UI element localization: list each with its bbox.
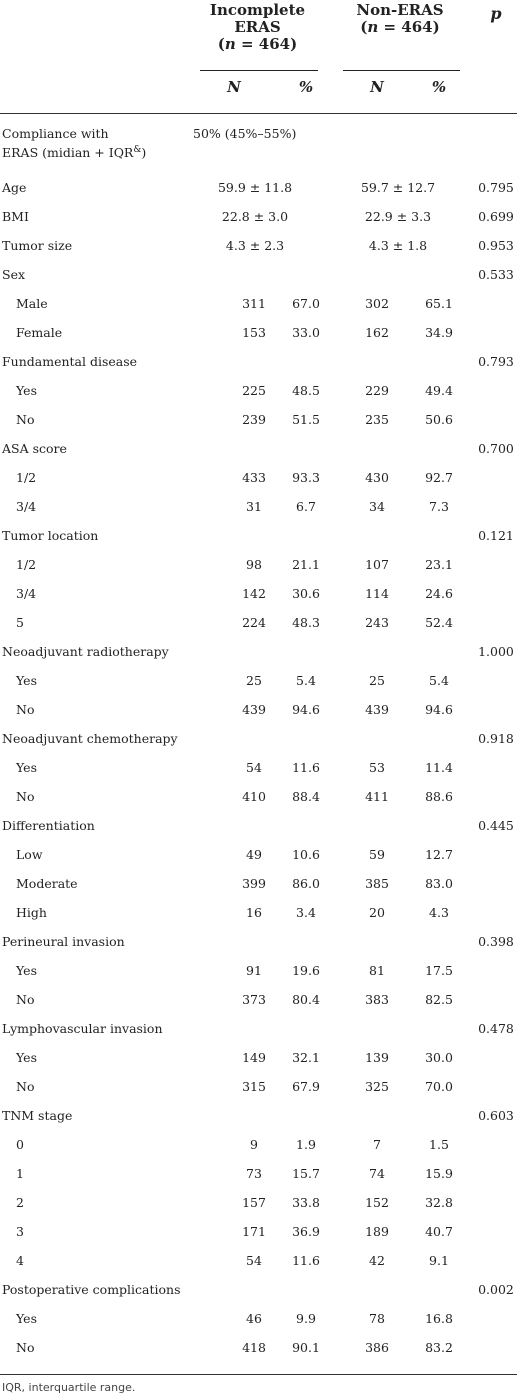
header-underline-non-eras [343, 70, 460, 71]
header-incomplete-line1: Incomplete [209, 1, 306, 19]
non-eras-pct: 40.7 [425, 1224, 453, 1239]
p-value: 0.953 [478, 238, 514, 253]
non-eras-n: 139 [365, 1050, 389, 1065]
p-value: 0.445 [478, 818, 514, 833]
incomplete-eras-pct: 94.6 [292, 702, 320, 717]
non-eras-n: 235 [365, 412, 389, 427]
non-eras-n: 386 [365, 1340, 389, 1355]
subcategory-label: No [16, 412, 35, 427]
incomplete-eras-n: 225 [242, 383, 266, 398]
non-eras-n: 81 [369, 963, 385, 978]
non-eras-n: 383 [365, 992, 389, 1007]
p-value: 0.795 [478, 180, 514, 195]
p-value: 1.000 [478, 644, 514, 659]
subcategory-label: Yes [16, 963, 37, 978]
p-value: 0.793 [478, 354, 514, 369]
non-eras-n: 59 [369, 847, 385, 862]
table-row [0, 985, 517, 1014]
table-row [0, 173, 517, 202]
table-row [0, 376, 517, 405]
non-eras-n: 78 [369, 1311, 385, 1326]
category-label: Tumor location [2, 528, 99, 543]
incomplete-eras-n: 311 [242, 296, 266, 311]
row-label: Age [2, 180, 27, 195]
p-value: 0.121 [478, 528, 514, 543]
non-eras-pct: 12.7 [425, 847, 453, 862]
incomplete-eras-n: 418 [242, 1340, 266, 1355]
non-eras-n: 74 [369, 1166, 385, 1181]
subheader-pct-non-eras: % [431, 78, 447, 96]
non-eras-pct: 23.1 [425, 557, 453, 572]
compliance-footnote-mark: & [133, 145, 142, 155]
incomplete-eras-pct: 48.3 [292, 615, 320, 630]
table-row [0, 956, 517, 985]
incomplete-eras-n: 410 [242, 789, 266, 804]
non-eras-n: 107 [365, 557, 389, 572]
incomplete-eras-n: 16 [246, 905, 262, 920]
incomplete-eras-n: 153 [242, 325, 266, 340]
non-eras-n: 25 [369, 673, 385, 688]
table-row [0, 840, 517, 869]
table-row [0, 1217, 517, 1246]
incomplete-eras-pct: 9.9 [296, 1311, 316, 1326]
incomplete-eras-n: 239 [242, 412, 266, 427]
subcategory-label: 3/4 [16, 586, 37, 601]
non-eras-n: 229 [365, 383, 389, 398]
category-label: Differentiation [2, 818, 95, 833]
incomplete-eras-n: 157 [242, 1195, 266, 1210]
incomplete-eras-n: 399 [242, 876, 266, 891]
n-symbol: n [224, 35, 236, 53]
table-row [0, 202, 517, 231]
subcategory-label: No [16, 992, 35, 1007]
incomplete-eras-pct: 21.1 [292, 557, 320, 572]
subcategory-label: Yes [16, 673, 37, 688]
table-row [0, 289, 517, 318]
subcategory-label: 3/4 [16, 499, 37, 514]
non-eras-pct: 7.3 [429, 499, 449, 514]
header-incomplete-eras [195, 2, 320, 53]
non-eras-n: 42 [369, 1253, 385, 1268]
p-value: 0.603 [478, 1108, 514, 1123]
incomplete-eras-n: 439 [242, 702, 266, 717]
category-label: Postoperative complications [2, 1282, 181, 1297]
category-label: Perineural invasion [2, 934, 125, 949]
header-incomplete-line2: ERAS [234, 18, 281, 36]
non-eras-n: 34 [369, 499, 385, 514]
subheader-n-non-eras: N [370, 78, 384, 96]
table-row [0, 318, 517, 347]
subcategory-label: 3 [16, 1224, 24, 1239]
category-row [0, 724, 517, 753]
header-incomplete-n: (n = 464) [217, 35, 298, 53]
non-eras-n: 411 [365, 789, 389, 804]
non-eras-pct: 30.0 [425, 1050, 453, 1065]
incomplete-eras-n: 315 [242, 1079, 266, 1094]
incomplete-eras-n: 91 [246, 963, 262, 978]
incomplete-eras-n: 54 [246, 760, 262, 775]
non-eras-value: 4.3 ± 1.8 [368, 238, 428, 253]
incomplete-eras-n: 54 [246, 1253, 262, 1268]
non-eras-pct: 1.5 [429, 1137, 449, 1152]
incomplete-eras-pct: 80.4 [292, 992, 320, 1007]
non-eras-pct: 52.4 [425, 615, 453, 630]
category-row [0, 637, 517, 666]
incomplete-eras-n: 373 [242, 992, 266, 1007]
non-eras-n: 53 [369, 760, 385, 775]
category-label: Neoadjuvant chemotherapy [2, 731, 178, 746]
incomplete-eras-pct: 51.5 [292, 412, 320, 427]
header-non-eras-line1: Non-ERAS [356, 1, 444, 19]
table-row [0, 666, 517, 695]
non-eras-pct: 50.6 [425, 412, 453, 427]
non-eras-n: 152 [365, 1195, 389, 1210]
non-eras-pct: 11.4 [425, 760, 453, 775]
bottom-rule [0, 1374, 517, 1375]
category-label: Sex [2, 267, 26, 282]
non-eras-n: 439 [365, 702, 389, 717]
non-eras-n: 114 [365, 586, 389, 601]
subcategory-label: 2 [16, 1195, 24, 1210]
incomplete-eras-pct: 32.1 [292, 1050, 320, 1065]
incomplete-eras-pct: 90.1 [292, 1340, 320, 1355]
table-row [0, 782, 517, 811]
category-label: ASA score [2, 441, 67, 456]
subcategory-label: Male [16, 296, 48, 311]
header-rule [0, 113, 517, 114]
category-label: Neoadjuvant radiotherapy [2, 644, 169, 659]
incomplete-eras-pct: 36.9 [292, 1224, 320, 1239]
p-value: 0.700 [478, 441, 514, 456]
subcategory-label: No [16, 789, 35, 804]
incomplete-eras-n: 73 [246, 1166, 262, 1181]
table-row [0, 753, 517, 782]
category-row [0, 1101, 517, 1130]
compliance-row [0, 122, 517, 172]
non-eras-n: 243 [365, 615, 389, 630]
incomplete-eras-pct: 11.6 [292, 760, 320, 775]
p-value: 0.918 [478, 731, 514, 746]
incomplete-eras-pct: 86.0 [292, 876, 320, 891]
n-value: = 464) [235, 35, 298, 53]
subcategory-label: 1/2 [16, 470, 37, 485]
non-eras-pct: 16.8 [425, 1311, 453, 1326]
non-eras-pct: 15.9 [425, 1166, 453, 1181]
non-eras-n: 162 [365, 325, 389, 340]
non-eras-n: 189 [365, 1224, 389, 1239]
non-eras-pct: 94.6 [425, 702, 453, 717]
incomplete-eras-pct: 67.9 [292, 1079, 320, 1094]
non-eras-n: 302 [365, 296, 389, 311]
subcategory-label: 4 [16, 1253, 24, 1268]
subheader-n-incomplete: N [227, 78, 241, 96]
non-eras-pct: 49.4 [425, 383, 453, 398]
category-row [0, 521, 517, 550]
table-row [0, 869, 517, 898]
subcategory-label: Yes [16, 383, 37, 398]
subcategory-label: Yes [16, 1311, 37, 1326]
non-eras-pct: 24.6 [425, 586, 453, 601]
subcategory-label: Yes [16, 1050, 37, 1065]
incomplete-eras-n: 49 [246, 847, 262, 862]
footnote: IQR, interquartile range. [2, 1381, 136, 1394]
n-value: = 464) [378, 18, 440, 36]
non-eras-pct: 9.1 [429, 1253, 449, 1268]
incomplete-eras-n: 433 [242, 470, 266, 485]
table-row [0, 1043, 517, 1072]
non-eras-pct: 17.5 [425, 963, 453, 978]
non-eras-pct: 5.4 [429, 673, 449, 688]
compliance-label [2, 126, 146, 161]
category-label: Fundamental disease [2, 354, 138, 369]
p-value: 0.478 [478, 1021, 514, 1036]
non-eras-pct: 82.5 [425, 992, 453, 1007]
non-eras-pct: 34.9 [425, 325, 453, 340]
row-label: Tumor size [2, 238, 73, 253]
incomplete-eras-value: 22.8 ± 3.0 [221, 209, 289, 224]
non-eras-pct: 92.7 [425, 470, 453, 485]
non-eras-pct: 32.8 [425, 1195, 453, 1210]
category-row [0, 927, 517, 956]
table-row [0, 405, 517, 434]
incomplete-eras-value: 59.9 ± 11.8 [217, 180, 293, 195]
compliance-label-line1: Compliance with [2, 126, 109, 141]
subcategory-label: 0 [16, 1137, 24, 1152]
compliance-value: 50% (45%–55%) [193, 126, 297, 141]
category-label: Lymphovascular invasion [2, 1021, 163, 1036]
incomplete-eras-n: 142 [242, 586, 266, 601]
subcategory-label: Low [16, 847, 43, 862]
category-row [0, 1014, 517, 1043]
table-row [0, 492, 517, 521]
incomplete-eras-n: 25 [246, 673, 262, 688]
p-value: 0.002 [478, 1282, 514, 1297]
non-eras-pct: 83.0 [425, 876, 453, 891]
compliance-label-line2-end: ) [141, 145, 147, 161]
header-underline-incomplete [200, 70, 318, 71]
subcategory-label: High [16, 905, 47, 920]
table-row [0, 898, 517, 927]
incomplete-eras-n: 98 [246, 557, 262, 572]
subheader-pct-incomplete: % [298, 78, 314, 96]
table-row [0, 231, 517, 260]
n-symbol: n [367, 18, 379, 36]
incomplete-eras-pct: 48.5 [292, 383, 320, 398]
non-eras-pct: 88.6 [425, 789, 453, 804]
category-label: TNM stage [2, 1108, 73, 1123]
incomplete-eras-n: 46 [246, 1311, 262, 1326]
category-row [0, 1275, 517, 1304]
table-row [0, 550, 517, 579]
table-row [0, 1333, 517, 1362]
non-eras-value: 22.9 ± 3.3 [364, 209, 432, 224]
subcategory-label: No [16, 1340, 35, 1355]
non-eras-value: 59.7 ± 12.7 [360, 180, 436, 195]
subcategory-label: 1/2 [16, 557, 37, 572]
incomplete-eras-pct: 10.6 [292, 847, 320, 862]
p-value: 0.533 [478, 267, 514, 282]
non-eras-pct: 4.3 [429, 905, 449, 920]
category-row [0, 347, 517, 376]
incomplete-eras-n: 224 [242, 615, 266, 630]
non-eras-pct: 70.0 [425, 1079, 453, 1094]
category-row [0, 260, 517, 289]
table-row [0, 695, 517, 724]
incomplete-eras-n: 9 [250, 1137, 258, 1152]
subcategory-label: Moderate [16, 876, 78, 891]
table-row [0, 579, 517, 608]
category-row [0, 434, 517, 463]
subcategory-label: No [16, 702, 35, 717]
incomplete-eras-pct: 6.7 [296, 499, 316, 514]
p-value: 0.699 [478, 209, 514, 224]
compliance-label-line2: ERAS (midian + IQR [2, 145, 134, 161]
table-row [0, 463, 517, 492]
incomplete-eras-pct: 33.0 [292, 325, 320, 340]
incomplete-eras-pct: 93.3 [292, 470, 320, 485]
non-eras-n: 385 [365, 876, 389, 891]
incomplete-eras-pct: 67.0 [292, 296, 320, 311]
incomplete-eras-pct: 3.4 [296, 905, 316, 920]
table-row [0, 1072, 517, 1101]
table-row [0, 608, 517, 637]
subcategory-label: No [16, 1079, 35, 1094]
incomplete-eras-pct: 1.9 [296, 1137, 316, 1152]
incomplete-eras-pct: 11.6 [292, 1253, 320, 1268]
header-non-eras [340, 2, 460, 36]
incomplete-eras-n: 31 [246, 499, 262, 514]
non-eras-pct: 83.2 [425, 1340, 453, 1355]
incomplete-eras-pct: 88.4 [292, 789, 320, 804]
table-row [0, 1130, 517, 1159]
category-row [0, 811, 517, 840]
header-non-eras-n: (n = 464) [360, 18, 440, 36]
non-eras-n: 7 [373, 1137, 381, 1152]
incomplete-eras-pct: 15.7 [292, 1166, 320, 1181]
subcategory-label: Yes [16, 760, 37, 775]
incomplete-eras-pct: 30.6 [292, 586, 320, 601]
subcategory-label: 1 [16, 1166, 24, 1181]
non-eras-n: 20 [369, 905, 385, 920]
non-eras-n: 430 [365, 470, 389, 485]
incomplete-eras-pct: 33.8 [292, 1195, 320, 1210]
incomplete-eras-value: 4.3 ± 2.3 [225, 238, 285, 253]
incomplete-eras-pct: 5.4 [296, 673, 316, 688]
non-eras-n: 325 [365, 1079, 389, 1094]
table-row [0, 1304, 517, 1333]
non-eras-pct: 65.1 [425, 296, 453, 311]
header-p-value: p [490, 4, 502, 23]
subcategory-label: Female [16, 325, 63, 340]
table-row [0, 1188, 517, 1217]
p-value: 0.398 [478, 934, 514, 949]
table-row [0, 1246, 517, 1275]
incomplete-eras-n: 171 [242, 1224, 266, 1239]
incomplete-eras-pct: 19.6 [292, 963, 320, 978]
subcategory-label: 5 [16, 615, 24, 630]
row-label: BMI [2, 209, 29, 224]
table-row [0, 1159, 517, 1188]
incomplete-eras-n: 149 [242, 1050, 266, 1065]
